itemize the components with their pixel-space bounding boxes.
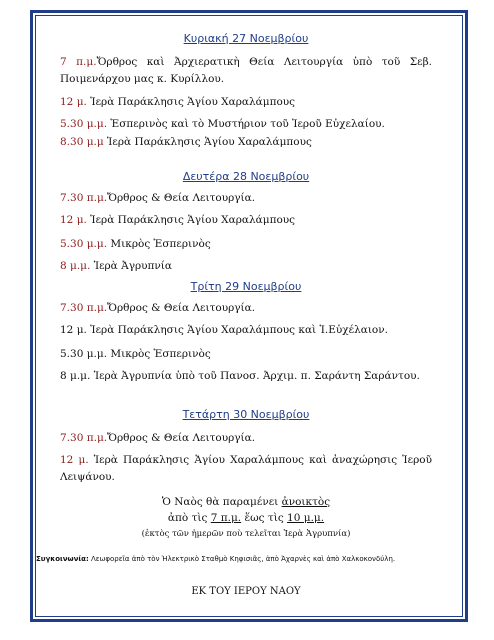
signature: ΕΚ ΤΟΥ ΙΕΡΟΥ ΝΑΟΥ (191, 586, 301, 597)
schedule-item (60, 368, 432, 385)
item-text: Ὄρθρος καὶ Ἀρχιερατικὴ Θεία Λειτουργία ὑπὸ τοῦ Σεβ. Ποιμενάρχου μας κ. Κυρίλλου. (60, 56, 433, 85)
item-time: 5.30 μ.μ. (60, 238, 108, 250)
item-text: Ἱερὰ Παράκλησις Ἁγίου Χαραλάμπους (90, 96, 296, 108)
item-text: Ἑσπερινὸς καὶ τὸ Μυστήριον τοῦ Ἱεροῦ Εὐχελαίου. (110, 118, 385, 130)
schedule-item (60, 212, 432, 229)
schedule-item (60, 258, 432, 275)
item-time: 7.30 π.μ. (60, 432, 108, 444)
day-header-tuesday: Τρίτη 29 Νοεμβρίου (190, 280, 302, 293)
item-time: 5.30 μ.μ. (60, 118, 108, 130)
item-text: Ὄρθρος & Θεία Λειτουργία. (107, 432, 256, 444)
schedule-item (60, 116, 432, 133)
item-text: Ἱερὰ Ἀγρυπνία (93, 260, 173, 272)
notice-to: 10 μ.μ. (287, 512, 325, 524)
item-time: 7.30 π.μ. (60, 302, 108, 314)
item-time: 12 μ. (60, 214, 87, 226)
item-text: Ἱερὰ Παράκλησις Ἁγίου Χαραλάμπους καὶ ἀναχώρησις Ἱεροῦ Λειψάνου. (60, 454, 432, 483)
schedule-item (60, 236, 432, 253)
item-time: 12 μ. (60, 324, 87, 336)
notice-open: ἀνοικτὸς (281, 496, 331, 508)
item-text: Ἱερὰ Παράκλησις Ἁγίου Χαραλάμπους (107, 136, 312, 148)
day-header-monday: Δευτέρα 28 Νοεμβρίου (182, 170, 310, 183)
schedule-item (60, 346, 432, 363)
schedule-item (60, 452, 432, 486)
schedule-item (60, 134, 432, 151)
item-text: Ἱερὰ Παράκλησις Ἁγίου Χαραλάμπους (90, 214, 296, 226)
schedule-item (60, 94, 432, 111)
item-time: 5.30 μ.μ. (60, 348, 108, 360)
item-text: Ἱερὰ Ἀγρυπνία ὑπὸ τοῦ Πανοσ. Ἀρχιμ. π. Σαράντη Σαράντου. (93, 370, 420, 382)
day-header-wednesday: Τετάρτη 30 Νοεμβρίου (182, 408, 310, 421)
notice-from: 7 π.μ. (210, 512, 242, 524)
item-text: Μικρὸς Ἑσπερινὸς (110, 238, 211, 250)
item-time: 8 μ.μ. (60, 370, 91, 382)
item-text: Μικρὸς Ἑσπερινὸς (110, 348, 211, 360)
schedule-item (60, 300, 432, 317)
item-time: 8.30 μ.μ (60, 136, 104, 148)
notice-line-1 (60, 494, 432, 511)
transport-note (36, 555, 456, 563)
notice-text: Ὁ Ναὸς θὰ παραμένει (161, 496, 282, 508)
schedule-item (60, 190, 432, 207)
item-time: 7.30 π.μ. (60, 192, 108, 204)
item-time: 12 μ. (60, 96, 87, 108)
item-text: Ἱερὰ Παράκλησις Ἁγίου Χαραλάμπους καὶ Ἱ.Εὐχέλαιον. (90, 324, 388, 336)
schedule-item (60, 430, 432, 447)
item-text: Ὄρθρος & Θεία Λειτουργία. (107, 192, 256, 204)
transport-label: Συγκοινωνία: (36, 555, 89, 563)
day-header-sunday: Κυριακή 27 Νοεμβρίου (183, 32, 309, 45)
item-time: 8 μ.μ. (60, 260, 91, 272)
item-time: 7 π.μ. (60, 56, 97, 68)
schedule-item (60, 54, 432, 88)
item-time: 12 μ. (60, 454, 89, 466)
notice-line-2 (60, 510, 432, 527)
schedule-item (60, 322, 432, 339)
transport-text: Λεωφορεῖα ἀπὸ τὸν Ἠλεκτρικὸ Σταθμὸ Κηφισιᾶς, ἀπὸ Ἀχαρνὲς καὶ ἀπὸ Χαλκοκονδύλη. (88, 555, 396, 563)
notice-line-3: (ἐκτὸς τῶν ἡμερῶν ποὺ τελεῖται Ἱερὰ Ἀγρυπνία) (141, 529, 351, 539)
notice-text: ἕως τὶς (241, 512, 288, 524)
notice-text: ἀπὸ τὶς (167, 512, 211, 524)
item-text: Ὄρθρος & Θεία Λειτουργία. (107, 302, 256, 314)
